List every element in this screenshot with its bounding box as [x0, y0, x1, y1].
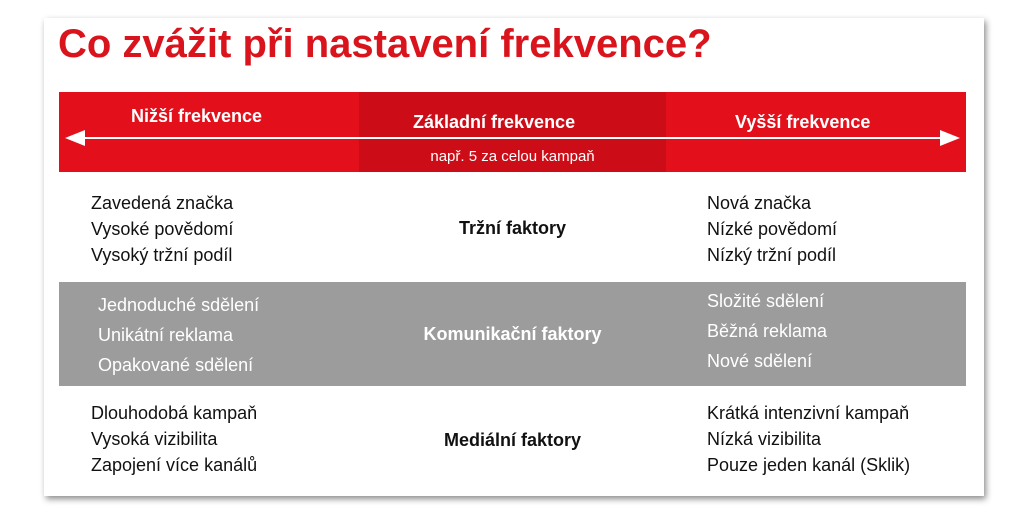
list-item: Jednoduché sdělení — [98, 295, 260, 315]
list-item: Vysoká vizibilita — [91, 429, 218, 449]
high-frequency-label: Vyšší frekvence — [735, 112, 871, 132]
page-title: Co zvážit při nastavení frekvence? — [58, 22, 712, 66]
list-item: Složité sdělení — [707, 291, 825, 311]
communication-factors-label: Komunikační faktory — [423, 324, 602, 344]
list-item: Dlouhodobá kampaň — [91, 403, 258, 423]
market-factors-row — [59, 188, 966, 276]
low-frequency-label: Nižší frekvence — [131, 106, 263, 126]
list-item: Nová značka — [707, 193, 812, 213]
slide — [44, 18, 984, 496]
base-frequency-note: např. 5 za celou kampaň — [430, 148, 595, 165]
list-item: Běžná reklama — [707, 321, 828, 341]
list-item: Unikátní reklama — [98, 325, 234, 345]
frequency-band — [59, 92, 966, 172]
communication-factors-low-list — [98, 290, 259, 380]
list-item: Zavedená značka — [91, 193, 234, 213]
list-item: Nízká vizibilita — [707, 429, 822, 449]
list-item: Nízké povědomí — [707, 219, 838, 239]
list-item: Vysoké povědomí — [91, 219, 234, 239]
list-item: Pouze jeden kanál (Sklik) — [707, 455, 911, 475]
communication-factors-row — [59, 282, 966, 386]
media-factors-row — [59, 398, 966, 488]
media-factors-low-list — [91, 400, 257, 478]
base-frequency-label: Základní frekvence — [413, 112, 576, 132]
market-factors-label: Tržní faktory — [458, 218, 567, 238]
market-factors-low-list — [91, 190, 233, 268]
communication-factors-high-list — [707, 286, 827, 376]
list-item: Nové sdělení — [707, 351, 813, 371]
list-item: Vysoký tržní podíl — [91, 245, 233, 265]
list-item: Zapojení více kanálů — [91, 455, 258, 475]
list-item: Krátká intenzivní kampaň — [707, 403, 910, 423]
market-factors-high-list — [707, 190, 837, 268]
media-factors-label: Mediální faktory — [443, 430, 582, 450]
media-factors-high-list — [707, 400, 910, 478]
list-item: Nízký tržní podíl — [707, 245, 837, 265]
list-item: Opakované sdělení — [98, 355, 254, 375]
